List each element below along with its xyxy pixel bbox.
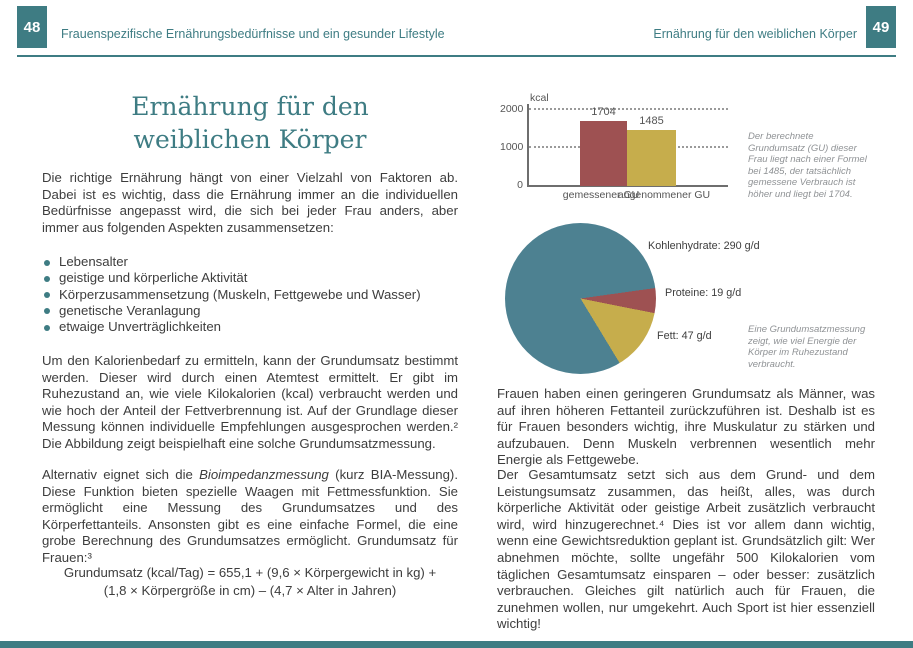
x-category-gemessener-gu: gemessener GU: [562, 189, 640, 201]
paragraph-intro: Die richtige Ernährung hängt von einer Vielzahl von Faktoren ab. Dabei ist es wichtig, dass die Ernährung immer an die individuellen Bedürfnisse angepasst wird, die sich bei jeder Frau anders, aber immer aus folgenden Aspekten zusammensetzen:: [42, 170, 458, 235]
paragraph-bia-post: (kurz BIA-Messung). Diese Funktion bieten spezielle Waagen mit Fettmessfunktion. Sie ermöglicht eine Messung des Grundumsatzes und des Körperfettanteils. Ansonsten gibt es eine einfache Formel, die eine grobe Berechnung des Grundumsatzes ermöglicht. Grundumsatz für Frauen:³: [42, 467, 458, 565]
pie-label-proteine: Proteine: 19 g/d: [665, 287, 742, 299]
formula-line2: (1,8 × Körpergröße in cm) – (4,7 × Alter in Jahren): [103, 582, 397, 598]
bullet-icon: [44, 276, 50, 282]
y-tick-1000: 1000: [500, 141, 524, 153]
footer-bar: [0, 641, 913, 648]
bullet-icon: [44, 292, 50, 298]
list-item-text: Lebensalter: [59, 254, 128, 269]
paragraph-gesamtumsatz: Der Gesamtumsatz setzt sich aus dem Grund- und dem Leistungsumsatz zusammen, das heißt, alles, was durch körperliche Aktivität oder geistige Arbeit zusätzlich verbraucht wird, wird hinzugerechnet.⁴ Dies ist vor allem dann wichtig, wenn eine Gewichtsreduktion geplant ist. Grundsätzlich gilt: Wer abnehmen möchte, sollte ungefähr 500 Kilokalorien vom täglichen Gesamtumsatz einsparen – oder besser: zusätzlich verbrauchen. Gleiches gilt natürlich auch für Frauen, die zunehmen wollen, nur umgekehrt. Auch Sport ist hier essenziell wichtig!: [497, 467, 875, 632]
y-axis-line: [527, 104, 529, 185]
running-head-right: Ernährung für den weiblichen Körper: [653, 27, 857, 41]
page-number-left: 48: [17, 6, 47, 48]
gridline-2000: [529, 108, 728, 110]
y-tick-0: 0: [517, 179, 523, 191]
running-head-left: Frauenspezifische Ernährungsbedürfnisse und ein gesunder Lifestyle: [61, 27, 445, 41]
header-rule: [17, 55, 896, 57]
bar-gemessener-gu: [580, 106, 627, 186]
list-item-text: etwaige Unverträglichkeiten: [59, 319, 221, 335]
list-item: [42, 270, 458, 286]
paragraph-grundumsatz: Um den Kalorienbedarf zu ermitteln, kann der Grundumsatz bestimmt werden. Dieser wird durch einen Atemtest ermittelt. Er gibt im Ruhezustand an, wie viele Kilokalorien (kcal) verbraucht werden und wie hoch der Anteil der Fettverbrennung ist. Auf der Grundlage dieser Messung können individuelle Empfehlungen ausgesprochen werden.² Die Abbildung zeigt beispielhaft eine solche Grundumsatzmessung.: [42, 353, 458, 451]
page-title-line2: weiblichen Körper: [133, 125, 367, 154]
bar-chart-caption: Der berechnete Grundumsatz (GU) dieser Frau liegt nach einer Formel bei 1485, der tatsächlich gemessene Verbrauch ist höher und liegt bei 1704.: [748, 131, 867, 200]
list-item-text: genetische Veranlagung: [59, 302, 201, 318]
y-tick-2000: 2000: [500, 103, 524, 115]
bar-chart: [500, 90, 745, 205]
page-title-line1: Ernährung für den: [131, 92, 369, 121]
paragraph-bia: [42, 467, 458, 567]
paragraph-bia-italic-term: Bioimpedanzmessung: [199, 467, 329, 482]
page-number-right: 49: [866, 6, 896, 48]
paragraph-bia-pre: Alternativ eignet sich die: [42, 467, 200, 482]
page-title: [42, 90, 458, 156]
bullet-icon: [44, 325, 50, 331]
list-item-text: geistige und körperliche Aktivität: [59, 270, 248, 286]
aspects-list: [42, 254, 458, 335]
pie-label-fett: Fett: 47 g/d: [657, 330, 712, 342]
bullet-icon: [44, 308, 50, 314]
bar-chart-y-axis-label: kcal: [530, 92, 549, 104]
formula-line1: Grundumsatz (kcal/Tag) = 655,1 + (9,6 × Körpergewicht in kg) +: [63, 565, 437, 580]
x-category-angenommener-gu: angenommener GU: [617, 189, 711, 201]
paragraph-frauen-grundumsatz: Frauen haben einen geringeren Grundumsatz als Männer, was auf ihren höheren Fettanteil zurückzuführen ist. Deshalb ist es für Frauen besonders wichtig, ihre Muskulatur zu stärken und aufzubauen. Denn Muskeln verbrennen wesentlich mehr Energie als Fettgewebe.: [497, 386, 875, 468]
bullet-icon: [44, 260, 50, 266]
pie-label-kohlenhydrate: Kohlenhydrate: 290 g/d: [648, 240, 760, 252]
list-item: [42, 287, 458, 303]
list-item-text: Körperzusammensetzung (Muskeln, Fettgewebe und Wasser): [59, 286, 421, 302]
list-item: [42, 254, 458, 270]
bar-angenommener-gu: [627, 114, 676, 186]
bar-value-label: 1704: [591, 106, 616, 119]
formula-grundumsatz: [42, 564, 458, 599]
pie-chart-caption: Eine Grundumsatzmessung zeigt, wie viel Energie der Körper im Ruhezustand verbraucht.: [748, 324, 866, 370]
bar-value-label: 1485: [639, 114, 664, 127]
pie-chart: [505, 223, 656, 374]
list-item: [42, 303, 458, 319]
list-item: [42, 319, 458, 335]
